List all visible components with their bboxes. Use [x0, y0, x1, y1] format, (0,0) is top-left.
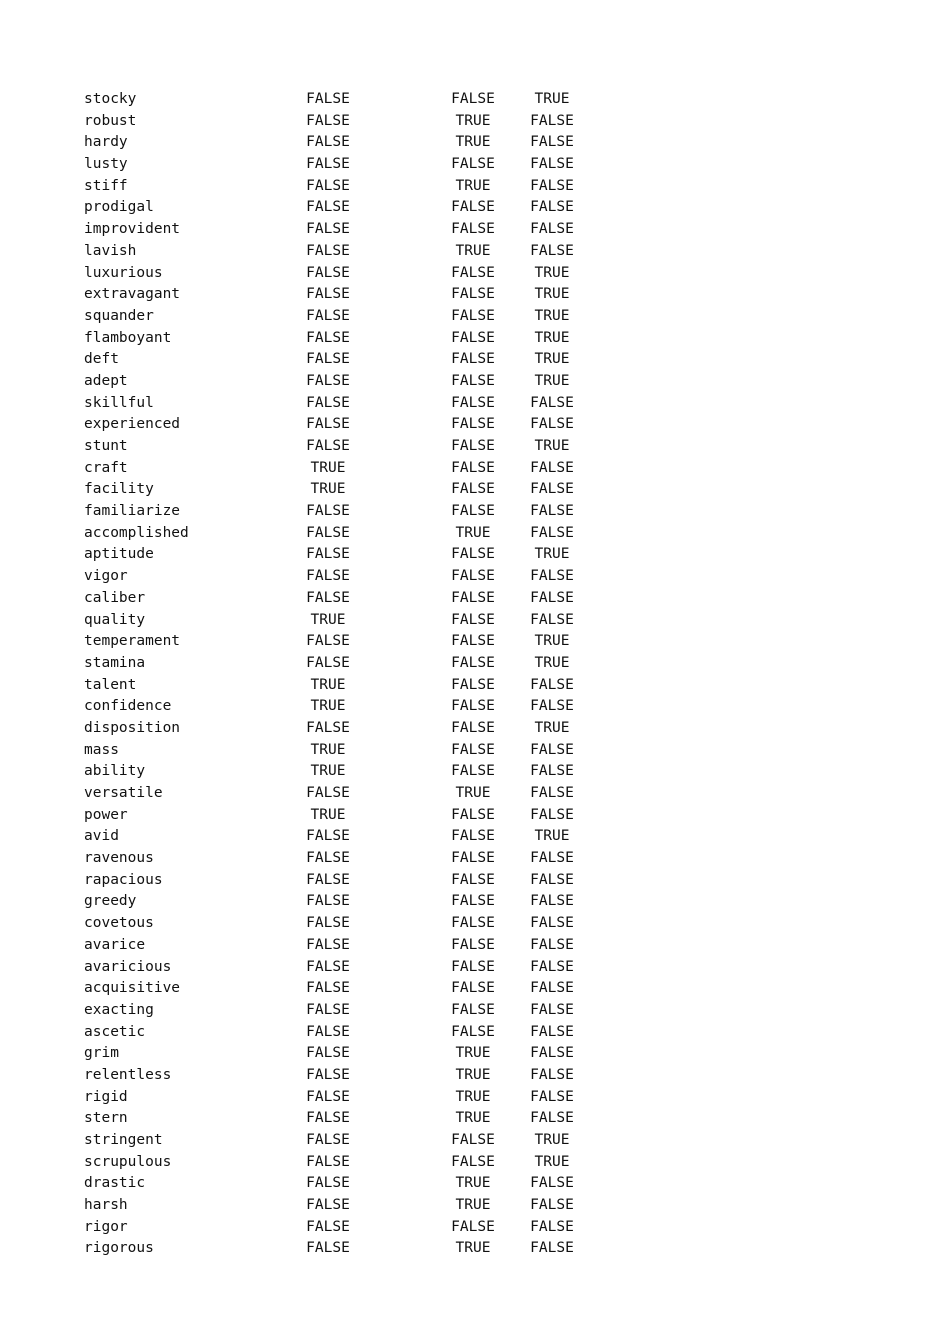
word-cell: stocky: [84, 91, 137, 107]
flag-cell-3: FALSE: [530, 481, 574, 498]
word-cell: accomplished: [84, 524, 189, 541]
flag-cell-3: FALSE: [530, 394, 574, 411]
flag-cell-1: FALSE: [306, 1153, 350, 1170]
flag-cell-1: FALSE: [306, 177, 350, 194]
flag-cell-1: FALSE: [306, 91, 350, 107]
flag-cell-1: FALSE: [306, 546, 350, 563]
word-cell: harsh: [84, 1197, 128, 1214]
word-cell: rigid: [84, 1088, 128, 1105]
flag-cell-3: FALSE: [530, 589, 574, 606]
word-cell: extravagant: [84, 286, 181, 303]
word-cell: experienced: [84, 416, 181, 433]
flag-cell-1: TRUE: [310, 611, 346, 628]
flag-cell-2: FALSE: [451, 719, 495, 736]
flag-cell-1: FALSE: [306, 134, 350, 151]
flag-cell-1: FALSE: [306, 980, 350, 997]
flag-cell-2: FALSE: [451, 438, 495, 454]
flag-cell-2: TRUE: [455, 134, 491, 151]
flag-cell-3: TRUE: [534, 654, 570, 671]
flag-cell-3: FALSE: [530, 1088, 574, 1105]
flag-cell-2: FALSE: [451, 676, 495, 693]
word-cell: stamina: [84, 654, 146, 671]
flag-cell-3: FALSE: [530, 785, 574, 801]
flag-cell-2: FALSE: [451, 633, 495, 650]
flag-cell-1: FALSE: [306, 1023, 350, 1040]
flag-cell-2: FALSE: [451, 958, 495, 975]
flag-cell-1: FALSE: [306, 1110, 350, 1127]
flag-cell-2: TRUE: [455, 177, 491, 194]
word-cell: rapacious: [84, 871, 163, 888]
flag-cell-2: FALSE: [451, 763, 495, 780]
flag-cell-2: TRUE: [455, 1045, 491, 1062]
flag-cell-2: FALSE: [451, 589, 495, 606]
word-cell: familiarize: [84, 503, 181, 520]
flag-cell-1: FALSE: [306, 1240, 350, 1257]
flag-cell-2: FALSE: [451, 307, 495, 324]
flag-cell-3: FALSE: [530, 156, 574, 173]
flag-cell-1: FALSE: [306, 936, 350, 953]
flag-cell-1: FALSE: [306, 958, 350, 975]
word-cell: avarice: [84, 936, 146, 953]
flag-cell-3: FALSE: [530, 958, 574, 975]
flag-cell-2: FALSE: [451, 654, 495, 671]
flag-cell-2: TRUE: [455, 112, 491, 129]
flag-cell-2: TRUE: [455, 785, 491, 801]
flag-cell-3: FALSE: [530, 915, 574, 932]
word-cell: rigor: [84, 1218, 128, 1235]
word-cell: greedy: [84, 893, 137, 910]
flag-cell-1: FALSE: [306, 915, 350, 932]
word-cell: grim: [84, 1045, 119, 1062]
word-cell: caliber: [84, 589, 146, 606]
flag-cell-2: FALSE: [451, 806, 495, 823]
flag-cell-2: FALSE: [451, 286, 495, 303]
flag-cell-2: FALSE: [451, 481, 495, 498]
flag-cell-3: FALSE: [530, 1045, 574, 1062]
word-cell: stern: [84, 1110, 128, 1127]
flag-cell-1: FALSE: [306, 1066, 350, 1083]
flag-cell-3: FALSE: [530, 698, 574, 715]
flag-cell-3: FALSE: [530, 806, 574, 823]
word-cell: mass: [84, 741, 119, 758]
flag-cell-2: FALSE: [451, 850, 495, 867]
flag-cell-2: TRUE: [455, 1066, 491, 1083]
flag-cell-1: FALSE: [306, 503, 350, 520]
flag-cell-3: FALSE: [530, 1175, 574, 1192]
flag-cell-1: FALSE: [306, 264, 350, 281]
word-cell: stiff: [84, 177, 128, 194]
flag-cell-2: FALSE: [451, 416, 495, 433]
flag-cell-1: FALSE: [306, 199, 350, 216]
flag-cell-1: FALSE: [306, 1197, 350, 1214]
flag-cell-3: TRUE: [534, 372, 570, 389]
word-cell: ascetic: [84, 1023, 146, 1040]
flag-cell-1: TRUE: [310, 481, 346, 498]
flag-cell-3: FALSE: [530, 980, 574, 997]
flag-cell-3: FALSE: [530, 134, 574, 151]
flag-cell-3: TRUE: [534, 546, 570, 563]
flag-cell-2: FALSE: [451, 741, 495, 758]
flag-cell-1: FALSE: [306, 589, 350, 606]
flag-cell-1: FALSE: [306, 1175, 350, 1192]
flag-cell-2: FALSE: [451, 394, 495, 411]
flag-cell-2: FALSE: [451, 1153, 495, 1170]
flag-cell-2: TRUE: [455, 242, 491, 259]
flag-cell-1: FALSE: [306, 438, 350, 454]
word-cell: scrupulous: [84, 1153, 172, 1170]
flag-cell-1: TRUE: [310, 763, 346, 780]
flag-cell-3: TRUE: [534, 1153, 570, 1170]
word-cell: power: [84, 806, 128, 823]
word-cell: craft: [84, 459, 128, 476]
flag-cell-2: FALSE: [451, 546, 495, 563]
flag-cell-3: FALSE: [530, 1218, 574, 1235]
flag-cell-1: FALSE: [306, 394, 350, 411]
word-cell: versatile: [84, 785, 163, 801]
word-cell: deft: [84, 351, 119, 368]
word-cell: relentless: [84, 1066, 172, 1083]
word-cell: improvident: [84, 221, 181, 238]
flag-cell-3: FALSE: [530, 221, 574, 238]
flag-cell-3: FALSE: [530, 763, 574, 780]
flag-cell-3: FALSE: [530, 1023, 574, 1040]
flag-cell-2: FALSE: [451, 156, 495, 173]
word-cell: talent: [84, 676, 137, 693]
flag-cell-1: FALSE: [306, 1001, 350, 1018]
flag-cell-2: FALSE: [451, 611, 495, 628]
flag-cell-2: FALSE: [451, 329, 495, 346]
flag-cell-1: FALSE: [306, 329, 350, 346]
flag-cell-1: FALSE: [306, 156, 350, 173]
flag-cell-2: TRUE: [455, 1240, 491, 1257]
flag-cell-3: TRUE: [534, 351, 570, 368]
flag-cell-1: FALSE: [306, 242, 350, 259]
flag-cell-2: TRUE: [455, 1088, 491, 1105]
flag-cell-3: TRUE: [534, 286, 570, 303]
flag-cell-2: FALSE: [451, 936, 495, 953]
flag-cell-3: TRUE: [534, 438, 570, 454]
flag-cell-2: FALSE: [451, 221, 495, 238]
flag-cell-3: FALSE: [530, 611, 574, 628]
flag-cell-1: FALSE: [306, 633, 350, 650]
flag-cell-3: FALSE: [530, 1240, 574, 1257]
word-cell: adept: [84, 372, 128, 389]
flag-cell-1: FALSE: [306, 351, 350, 368]
flag-cell-2: FALSE: [451, 372, 495, 389]
flag-cell-3: FALSE: [530, 112, 574, 129]
flag-cell-2: TRUE: [455, 1110, 491, 1127]
flag-cell-2: FALSE: [451, 698, 495, 715]
word-cell: rigorous: [84, 1240, 154, 1257]
flag-cell-3: FALSE: [530, 459, 574, 476]
flag-cell-3: FALSE: [530, 1197, 574, 1214]
flag-cell-3: FALSE: [530, 177, 574, 194]
flag-cell-3: TRUE: [534, 828, 570, 845]
flag-cell-1: FALSE: [306, 221, 350, 238]
flag-cell-2: FALSE: [451, 568, 495, 585]
flag-cell-3: FALSE: [530, 676, 574, 693]
flag-cell-1: FALSE: [306, 307, 350, 324]
flag-cell-1: FALSE: [306, 1218, 350, 1235]
word-cell: lavish: [84, 242, 137, 259]
flag-cell-1: FALSE: [306, 654, 350, 671]
flag-cell-3: FALSE: [530, 416, 574, 433]
flag-cell-1: TRUE: [310, 741, 346, 758]
flag-cell-1: FALSE: [306, 785, 350, 801]
flag-cell-3: FALSE: [530, 741, 574, 758]
word-cell: skillful: [84, 394, 154, 411]
flag-cell-3: FALSE: [530, 1001, 574, 1018]
flag-cell-2: TRUE: [455, 1175, 491, 1192]
flag-cell-2: FALSE: [451, 1023, 495, 1040]
flag-cell-2: FALSE: [451, 871, 495, 888]
word-cell: stunt: [84, 438, 128, 454]
flag-cell-3: FALSE: [530, 568, 574, 585]
flag-cell-3: TRUE: [534, 329, 570, 346]
flag-cell-1: TRUE: [310, 698, 346, 715]
flag-cell-1: FALSE: [306, 1132, 350, 1148]
word-cell: luxurious: [84, 264, 163, 281]
flag-cell-3: TRUE: [534, 91, 570, 107]
word-cell: robust: [84, 112, 137, 129]
flag-cell-2: FALSE: [451, 351, 495, 368]
flag-cell-1: FALSE: [306, 719, 350, 736]
word-cell: ability: [84, 763, 146, 780]
flag-cell-1: FALSE: [306, 850, 350, 867]
flag-cell-3: TRUE: [534, 633, 570, 650]
flag-cell-2: FALSE: [451, 1218, 495, 1235]
flag-cell-2: FALSE: [451, 893, 495, 910]
flag-cell-2: FALSE: [451, 1001, 495, 1018]
word-cell: exacting: [84, 1001, 154, 1018]
word-cell: avid: [84, 828, 119, 845]
flag-cell-2: FALSE: [451, 264, 495, 281]
flag-cell-2: FALSE: [451, 199, 495, 216]
flag-cell-1: TRUE: [310, 459, 346, 476]
flag-cell-1: FALSE: [306, 828, 350, 845]
word-cell: squander: [84, 307, 154, 324]
flag-cell-3: FALSE: [530, 936, 574, 953]
flag-cell-1: FALSE: [306, 416, 350, 433]
word-cell: covetous: [84, 915, 154, 932]
flag-cell-2: FALSE: [451, 91, 495, 107]
flag-cell-3: TRUE: [534, 264, 570, 281]
flag-cell-3: FALSE: [530, 242, 574, 259]
flag-cell-1: FALSE: [306, 372, 350, 389]
word-cell: prodigal: [84, 199, 154, 216]
word-cell: lusty: [84, 156, 128, 173]
flag-cell-2: FALSE: [451, 828, 495, 845]
flag-cell-2: FALSE: [451, 915, 495, 932]
flag-cell-1: TRUE: [310, 676, 346, 693]
flag-cell-3: TRUE: [534, 719, 570, 736]
flag-cell-2: FALSE: [451, 1132, 495, 1148]
word-cell: drastic: [84, 1175, 146, 1192]
word-cell: flamboyant: [84, 329, 172, 346]
flag-cell-3: FALSE: [530, 1066, 574, 1083]
flag-cell-3: FALSE: [530, 1110, 574, 1127]
flag-cell-3: FALSE: [530, 893, 574, 910]
flag-cell-1: TRUE: [310, 806, 346, 823]
flag-cell-1: FALSE: [306, 893, 350, 910]
word-cell: avaricious: [84, 958, 172, 975]
flag-cell-1: FALSE: [306, 524, 350, 541]
flag-cell-2: FALSE: [451, 503, 495, 520]
word-cell: ravenous: [84, 850, 154, 867]
flag-cell-2: TRUE: [455, 524, 491, 541]
flag-cell-1: FALSE: [306, 112, 350, 129]
flag-cell-3: FALSE: [530, 871, 574, 888]
word-cell: aptitude: [84, 546, 154, 563]
word-cell: acquisitive: [84, 980, 181, 997]
flag-cell-3: FALSE: [530, 199, 574, 216]
flag-cell-2: FALSE: [451, 459, 495, 476]
flag-cell-3: FALSE: [530, 524, 574, 541]
word-cell: facility: [84, 481, 154, 498]
word-cell: disposition: [84, 719, 181, 736]
word-cell: temperament: [84, 633, 181, 650]
flag-cell-1: FALSE: [306, 1088, 350, 1105]
flag-cell-1: FALSE: [306, 286, 350, 303]
flag-cell-2: TRUE: [455, 1197, 491, 1214]
flag-cell-3: FALSE: [530, 850, 574, 867]
word-cell: vigor: [84, 568, 128, 585]
word-cell: confidence: [84, 698, 172, 715]
flag-cell-2: FALSE: [451, 980, 495, 997]
word-cell: quality: [84, 611, 146, 628]
word-cell: hardy: [84, 134, 128, 151]
flag-cell-3: FALSE: [530, 503, 574, 520]
flag-cell-3: TRUE: [534, 307, 570, 324]
word-cell: stringent: [84, 1132, 163, 1148]
flag-cell-3: TRUE: [534, 1132, 570, 1148]
flag-cell-1: FALSE: [306, 871, 350, 888]
flag-cell-1: FALSE: [306, 1045, 350, 1062]
flag-cell-1: FALSE: [306, 568, 350, 585]
